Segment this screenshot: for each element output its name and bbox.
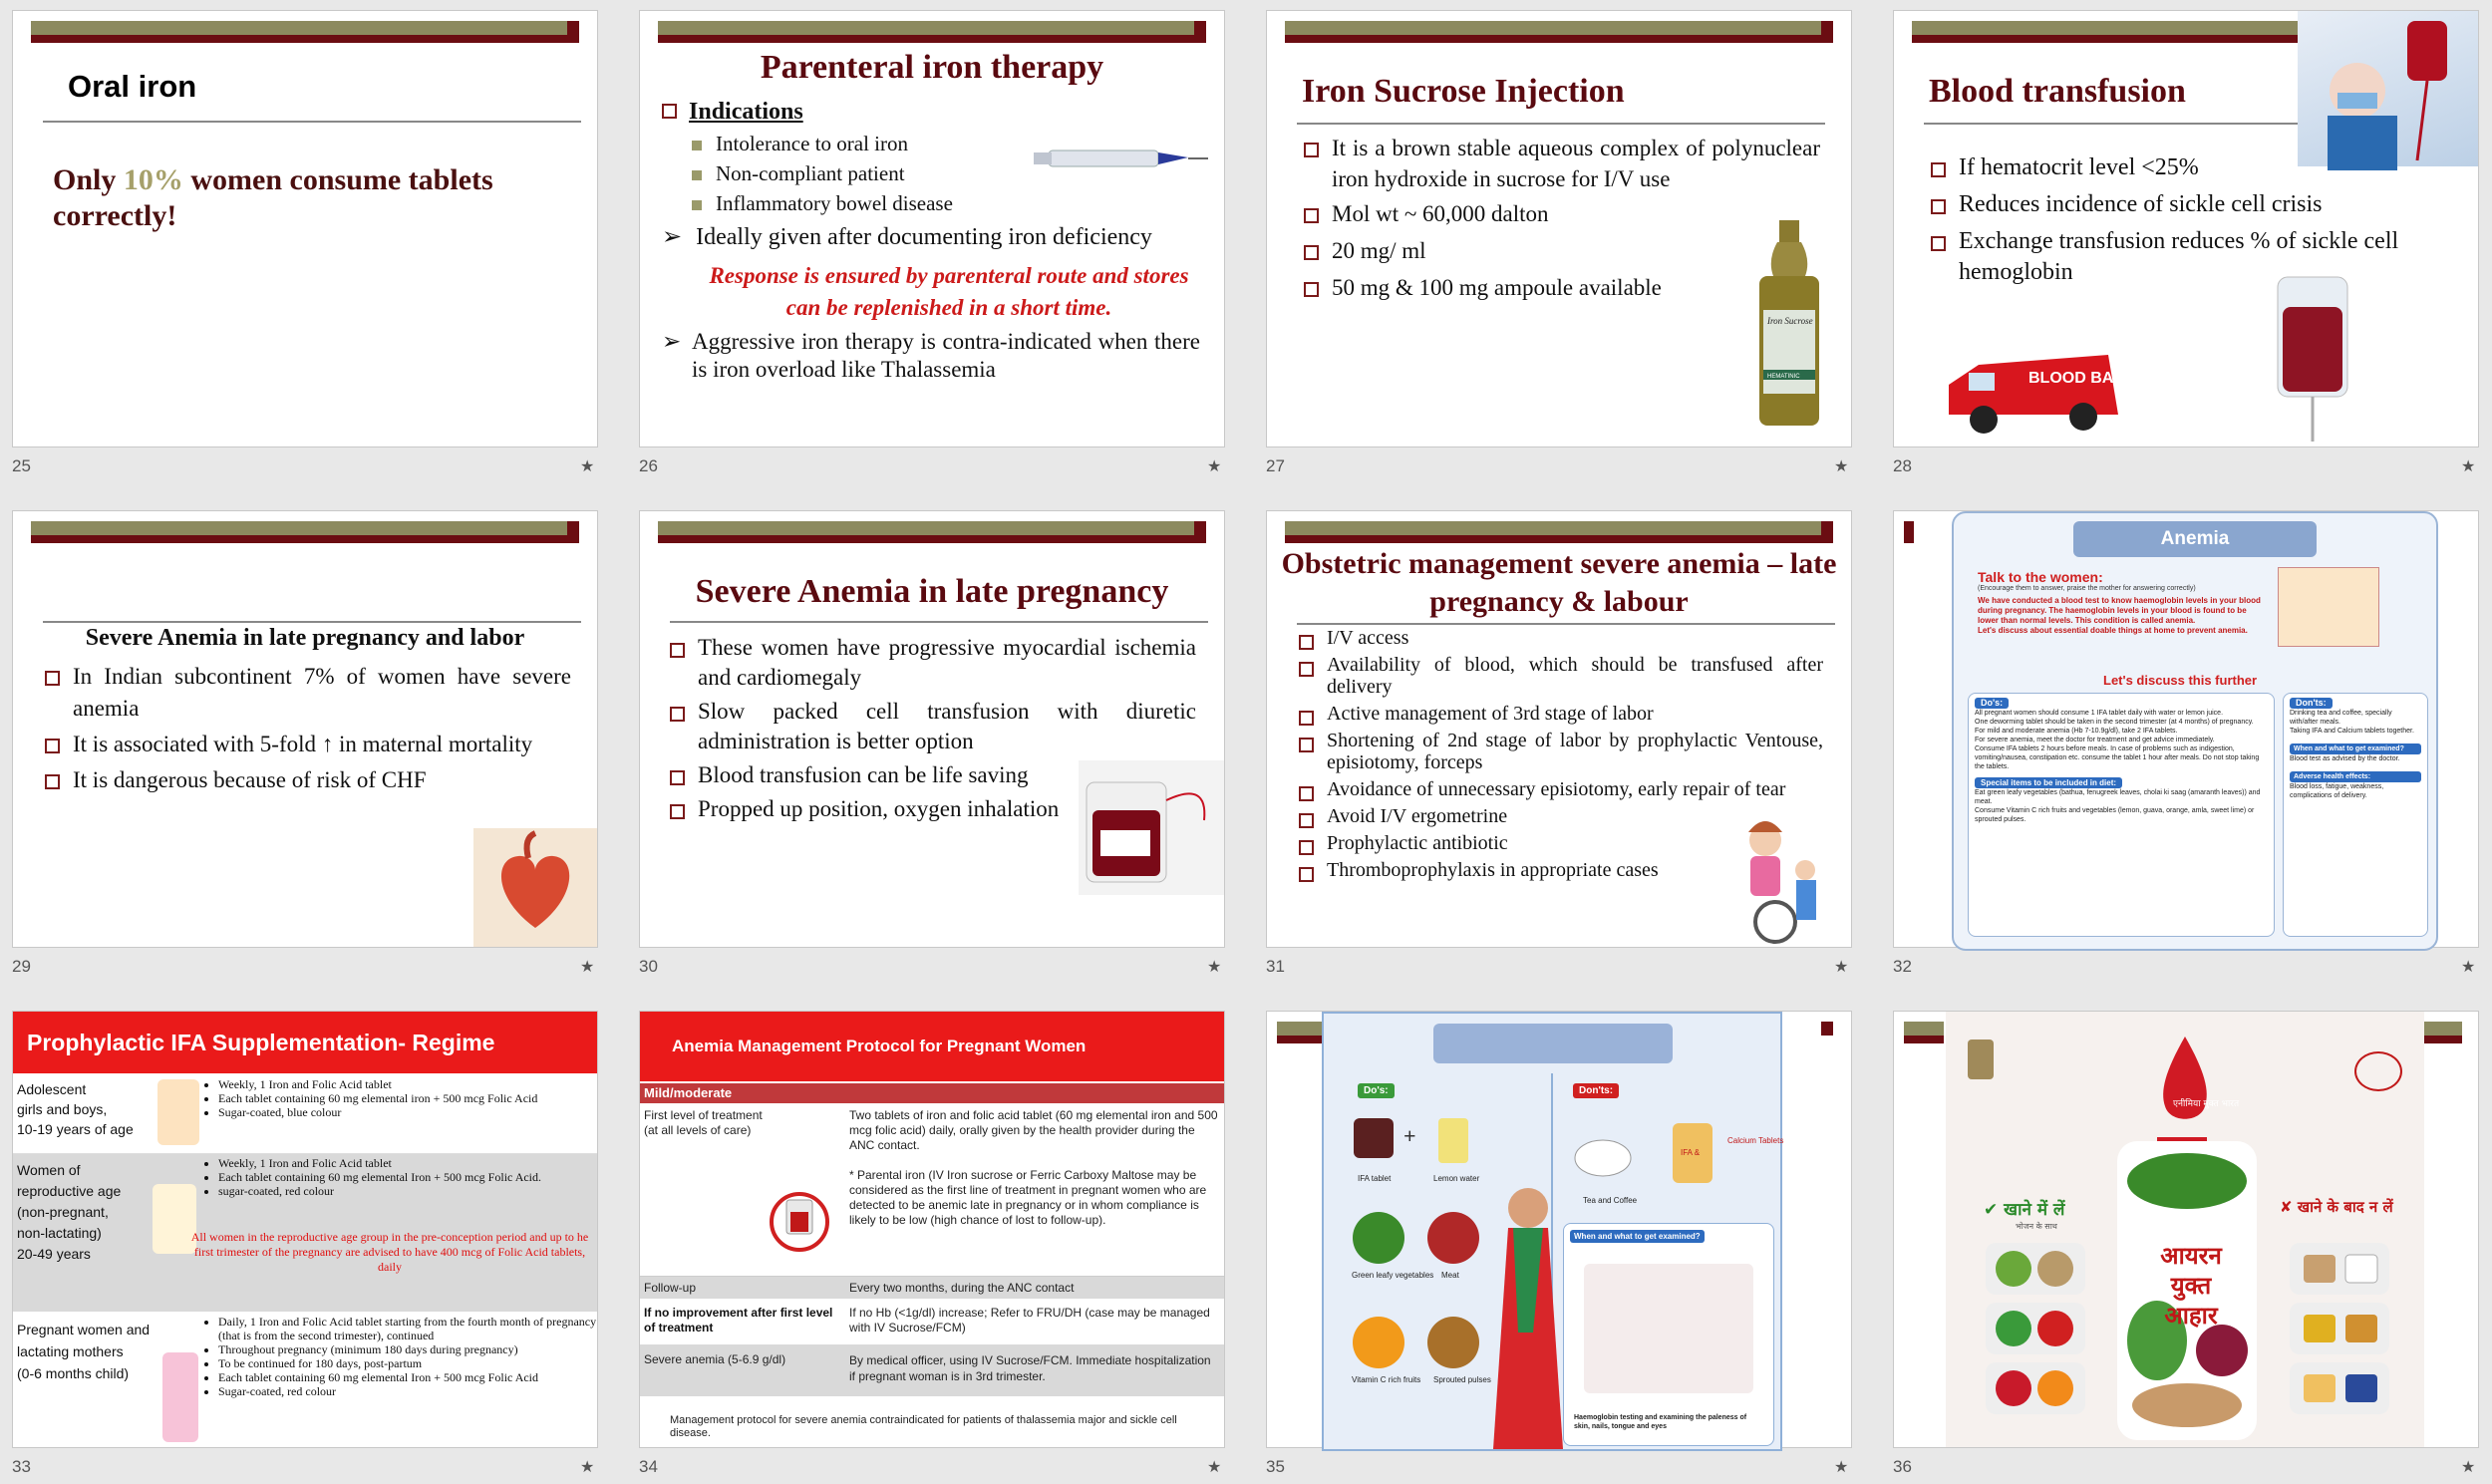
- bullet-item: I/V access: [1297, 627, 1823, 649]
- title-bar: [31, 521, 579, 543]
- title-bar: [31, 21, 579, 43]
- exam-box: [1563, 1223, 1774, 1446]
- bullet-item: Reduces incidence of sickle cell crisis: [1929, 189, 2467, 220]
- dos-label: Do's:: [1358, 1083, 1395, 1098]
- slide-title: Iron Sucrose Injection: [1302, 73, 1625, 110]
- special-item: Eat green leafy vegetables (bathua, fenugreek leaves, cholai ki saag (amaranth leaves)) and meat.: [1975, 789, 2261, 805]
- slide-27-canvas: [1266, 10, 1852, 447]
- transition-star-icon[interactable]: ★: [580, 458, 595, 475]
- slide-number: 33: [12, 1457, 31, 1476]
- bullet-item: It is associated with 5-fold ↑ in maternal mortality: [43, 729, 571, 760]
- bar-stub: [1904, 1022, 1944, 1043]
- transition-star-icon[interactable]: ★: [1207, 458, 1222, 475]
- regime-item: • Daily, 1 Iron and Folic Acid tablet starting from the fourth month of pregnancy (that is from the second trimester), continued: [218, 1315, 607, 1342]
- poster-header: [1433, 1024, 1673, 1063]
- mother-illustration: [162, 1352, 198, 1442]
- nurse-photo: [2298, 11, 2478, 166]
- eat-text: खाने में लें: [2004, 1200, 2065, 1220]
- dont-item-label: Calcium Tablets: [1727, 1136, 1784, 1145]
- eat-heading: ✔ खाने में लें: [1984, 1200, 2065, 1220]
- dos-box: [1968, 693, 2275, 937]
- group-line: girls and boys,: [17, 1101, 108, 1117]
- ampoule-sublabel: HEMATINIC: [1767, 374, 1800, 380]
- title-bar: [658, 521, 1206, 543]
- food-label: Vitamin C rich fruits: [1352, 1375, 1421, 1384]
- slide-36-canvas: [1893, 1011, 2479, 1448]
- row-text: Two tablets of iron and folic acid tablet (60 mg elemental iron and 500 mcg folic acid) daily, orally given by the health provider during the ANC contact. * Parental iron (IV Iron sucrose or Ferric Carboxy Maltose may be considered as the first line of treatment in pregnant women who are detected to be anemic late in pregnancy or in whom compliance is likely to be low (high chance of lost to follow-up).: [849, 1108, 1218, 1227]
- group-line: (non-pregnant,: [17, 1204, 109, 1220]
- poster: [1952, 511, 2438, 951]
- iron-rich-food-card: [2117, 1141, 2257, 1440]
- bullet-list: [1302, 133, 1820, 303]
- effects-label: Adverse health effects:: [2290, 771, 2421, 782]
- anemia-mukt-bharat-logo: [2145, 1032, 2240, 1131]
- bullet-item: It is dangerous because of risk of CHF: [43, 764, 571, 796]
- regime-item: • Sugar-coated, blue colour: [218, 1105, 607, 1119]
- title-rule: [43, 621, 581, 623]
- transition-star-icon[interactable]: ★: [1207, 1459, 1222, 1476]
- dont-item: Taking IFA and Calcium tablets together.: [2290, 728, 2414, 735]
- point-2: ➢ Aggressive iron therapy is contra-indicated when there is iron overload like Thalassemia: [662, 329, 1200, 382]
- iv-drip-illustration: [765, 1182, 834, 1262]
- row-label: If no improvement after first level of treatment: [644, 1306, 833, 1335]
- slide-text: [53, 162, 571, 234]
- regime-items: [202, 1077, 607, 1119]
- slide-33-canvas: [12, 1011, 598, 1448]
- exam-label: When and what to get examined?: [2290, 743, 2421, 754]
- title-rule: [43, 121, 581, 123]
- dont-items-illustration: [1563, 1103, 1784, 1223]
- bar-stub: [1277, 1022, 1327, 1043]
- slide-number: 28: [1893, 456, 1912, 475]
- title-bar: [1912, 21, 2311, 43]
- title-rule: [1297, 123, 1825, 125]
- talk-item: We have conducted a blood test to know haemoglobin levels in your blood during pregnancy. The haemoglobin levels in your blood is found to be lower than normal levels. This condition is called anemia.: [1978, 596, 2261, 625]
- slide-title: Obstetric management severe anemia – late pregnancy & labour: [1281, 547, 1837, 618]
- bullet-item: In Indian subcontinent 7% of women have severe anemia: [43, 661, 571, 725]
- talk-section: [1978, 569, 2267, 636]
- regime-item: • Weekly, 1 Iron and Folic Acid tablet: [218, 1156, 607, 1170]
- blood-bag-image: [2273, 272, 2352, 442]
- slide-29-canvas: [12, 510, 598, 948]
- label-text: Indications: [689, 99, 803, 125]
- bullet-item: Thromboprophylaxis in appropriate cases: [1297, 859, 1823, 881]
- group-line: non-lactating): [17, 1225, 102, 1241]
- dont-item-label: Tea and Coffee: [1583, 1196, 1638, 1205]
- slide-title: Severe Anemia in late pregnancy and labor: [85, 625, 525, 651]
- slide-number: 27: [1266, 456, 1285, 475]
- transition-star-icon[interactable]: ★: [580, 959, 595, 976]
- exam-text: Blood test as advised by the doctor.: [2290, 755, 2400, 762]
- van-label: BLOOD BANK: [2028, 370, 2137, 387]
- indications-list: [692, 129, 953, 218]
- bullet-item: Shortening of 2nd stage of labor by prophylactic Ventouse, episiotomy, forceps: [1297, 730, 1823, 773]
- do-item: One deworming tablet should be taken in the second trimester (at 4 months) of pregnancy.: [1975, 719, 2254, 726]
- text-part: Only: [53, 163, 124, 196]
- bullet-item: Prophylactic antibiotic: [1297, 832, 1823, 854]
- folic-note: All women in the reproductive age group in the pre-conception period and up to he first trimester of the pregnancy are advised to have 400 mcg of Folic Acid tablets, daily: [190, 1230, 589, 1274]
- bullet-item: These women have progressive myocardial ischemia and cardiomegaly: [668, 633, 1196, 693]
- item-text: Inflammatory bowel disease: [716, 191, 953, 215]
- bullet-item: 50 mg & 100 mg ampoule available: [1302, 272, 1820, 303]
- transition-star-icon[interactable]: ★: [1834, 1459, 1849, 1476]
- bullet-list: [1929, 152, 2467, 288]
- slide-28-canvas: [1893, 10, 2479, 447]
- dont-item-label: IFA &: [1681, 1148, 1701, 1157]
- regime-item: • Weekly, 1 Iron and Folic Acid tablet: [218, 1077, 607, 1091]
- row-text: By medical officer, using IV Sucrose/FCM. Immediate hospitalization if pregnant woman is in 3rd trimester.: [849, 1353, 1211, 1383]
- slide-34-canvas: [639, 1011, 1225, 1448]
- food-card: [1986, 1362, 2085, 1414]
- regime-row: [13, 1154, 597, 1312]
- food-label: IFA tablet: [1358, 1174, 1392, 1183]
- avoid-card: [2290, 1243, 2389, 1295]
- bar-stub: [1821, 1022, 1833, 1036]
- donts-label: Don'ts:: [2290, 698, 2333, 709]
- regime-item: • Each tablet containing 60 mg elemental iron + 500 mcg Folic Acid: [218, 1091, 607, 1105]
- slide-number: 31: [1266, 957, 1285, 976]
- section-header: Mild/moderate: [640, 1083, 1224, 1103]
- title-rule: [1924, 123, 2323, 125]
- food-label: Sprouted pulses: [1433, 1375, 1491, 1384]
- footnote: Management protocol for severe anemia contraindicated for patients of thalassemia major and sickle cell disease.: [670, 1414, 1177, 1439]
- regime-row: [13, 1075, 597, 1154]
- talk-title: Talk to the women:: [1978, 569, 2103, 585]
- row-label: First level of treatment (at all levels of care): [644, 1108, 763, 1137]
- regime-item: • Sugar-coated, red colour: [218, 1384, 607, 1398]
- exam-caption: Haemoglobin testing and examining the paleness of skin, nails, tongue and eyes: [1574, 1414, 1747, 1430]
- slide-number: 25: [12, 456, 31, 475]
- transition-star-icon[interactable]: ★: [1207, 959, 1222, 976]
- point-1: ➢ Ideally given after documenting iron deficiency: [662, 224, 1152, 250]
- transition-star-icon[interactable]: ★: [1834, 959, 1849, 976]
- poshan-logo-icon: [2354, 1051, 2402, 1091]
- emblem-icon: [1968, 1039, 1994, 1079]
- poster-title: Anemia: [2073, 521, 2317, 557]
- slide-number: 35: [1266, 1457, 1285, 1476]
- exam-illustration: [1584, 1264, 1753, 1393]
- title-bar: [1285, 21, 1833, 43]
- slide-title: Parenteral iron therapy: [760, 49, 1104, 86]
- regime-item: • sugar-coated, red colour: [218, 1184, 607, 1198]
- group-line: reproductive age: [17, 1183, 122, 1199]
- donts-label: Don'ts:: [1573, 1083, 1619, 1098]
- iron-rich-food-title: आयरन युक्त आहार: [2160, 1242, 2222, 1330]
- regime-row: [13, 1313, 597, 1447]
- row-label: Severe anemia (5-6.9 g/dl): [644, 1352, 786, 1366]
- regime-item: • To be continued for 180 days, post-partum: [218, 1356, 607, 1370]
- avoid-card: [2290, 1303, 2389, 1354]
- protocol-row: [640, 1104, 1224, 1277]
- food-label: Lemon water: [1433, 1174, 1480, 1183]
- food-card: [1986, 1303, 2085, 1354]
- indications-label: [662, 99, 803, 126]
- group-line: Pregnant women and: [17, 1322, 151, 1337]
- logo-text: एनीमिया मुक्त भारत: [2173, 1099, 2240, 1109]
- group-label: [17, 1319, 150, 1384]
- title-bar: [658, 21, 1206, 43]
- row-text: If no Hb (<1g/dl) increase; Refer to FRU/DH (case may be managed with IV Sucrose/FCM): [849, 1306, 1210, 1335]
- regime-items: [202, 1156, 607, 1198]
- title-rule: [670, 621, 1208, 623]
- slide-title: Blood transfusion: [1929, 73, 2186, 110]
- emphasis-text: Response is ensured by parenteral route and stores can be replenished in a short time.: [709, 263, 1189, 320]
- do-item: Consume IFA tablets 2 hours before meals. In case of problems such as indigestion, vomiting/nausea, constipation etc. consume the tablet 1 hour after meals. Do not stop taking the tablets.: [1975, 745, 2260, 770]
- food-label: Meat: [1441, 1271, 1459, 1280]
- effects-text: Blood loss, fatigue, weakness, complications of delivery.: [2290, 783, 2384, 799]
- bullet-item: Active management of 3rd stage of labor: [1297, 703, 1823, 725]
- bullet-list: [43, 661, 571, 796]
- blood-bag-photo: [1079, 760, 1224, 895]
- slide-number: 30: [639, 957, 658, 976]
- point-text: Ideally given after documenting iron deficiency: [696, 224, 1152, 250]
- slide-number: 36: [1893, 1457, 1912, 1476]
- discuss-heading: Let's discuss this further: [2103, 673, 2258, 688]
- talk-item: Let's discuss about essential doable things at home to prevent anemia.: [1978, 626, 2248, 635]
- slide-title: Severe Anemia in late pregnancy: [695, 573, 1169, 610]
- regime-items: [202, 1315, 607, 1398]
- highlight-percent: 10%: [123, 163, 183, 196]
- indication-item: [692, 188, 953, 218]
- title-rule: [1297, 623, 1835, 625]
- slide-title: Anemia Management Protocol for Pregnant Women: [640, 1012, 1224, 1081]
- poster: [1322, 1012, 1782, 1451]
- bullet-item: Avoidance of unnecessary episiotomy, early repair of tear: [1297, 778, 1823, 800]
- point-text: Aggressive iron therapy is contra-indicated when there is iron overload like Thalassemia: [692, 329, 1200, 382]
- bar-stub: [2422, 1022, 2462, 1043]
- text-part: women consume tablets correctly!: [53, 163, 493, 232]
- food-card: [1986, 1243, 2085, 1295]
- dos-label: Do's:: [1975, 698, 2009, 709]
- slide-31-canvas: [1266, 510, 1852, 948]
- group-label: [17, 1160, 121, 1265]
- exam-label: When and what to get examined?: [1570, 1230, 1705, 1243]
- bullet-item: Avoid I/V ergometrine: [1297, 805, 1823, 827]
- slide-25-canvas: [12, 10, 598, 447]
- heart-image: [473, 828, 597, 947]
- item-text: Intolerance to oral iron: [716, 132, 908, 155]
- bullet-item: It is a brown stable aqueous complex of polynuclear iron hydroxide in sucrose for I/V use: [1302, 133, 1820, 194]
- transition-star-icon[interactable]: ★: [2461, 959, 2476, 976]
- group-line: lactating mothers: [17, 1343, 124, 1359]
- bullet-item: Slow packed cell transfusion with diuretic administration is better option: [668, 697, 1196, 756]
- transition-star-icon[interactable]: ★: [2461, 1459, 2476, 1476]
- dont-item: Drinking tea and coffee, specially with/after meals.: [2290, 710, 2392, 726]
- row-text: Every two months, during the ANC contact: [849, 1281, 1075, 1295]
- slide-number: 32: [1893, 957, 1912, 976]
- bullet-item: Availability of blood, which should be transfused after delivery: [1297, 654, 1823, 698]
- bullet-item: 20 mg/ ml: [1302, 235, 1820, 266]
- slide-number: 34: [639, 1457, 658, 1476]
- row-label: Follow-up: [644, 1281, 697, 1295]
- do-item: For mild and moderate anemia (Hb 7-10.9g/dl), take 2 IFA tablets.: [1975, 728, 2178, 735]
- protocol-row: [640, 1277, 1224, 1299]
- regime-item: • Throughout pregnancy (minimum 180 days during pregnancy): [218, 1342, 607, 1356]
- bullet-item: Propped up position, oxygen inhalation: [668, 794, 1196, 824]
- ampoule-label: Iron Sucrose: [1767, 316, 1813, 326]
- ampoule-image: [1753, 220, 1825, 430]
- group-label: [17, 1079, 134, 1139]
- adolescent-illustration: [157, 1079, 199, 1145]
- blood-bag-illustration: [2298, 11, 2478, 166]
- protocol-row: [640, 1300, 1224, 1343]
- poster: [1946, 1012, 2424, 1447]
- special-item: Consume Vitamin C rich fruits and vegetables (lemon, guava, orange, amla, sweet lime) or sprouted pulses.: [1975, 807, 2255, 823]
- slide-title: Prophylactic IFA Supplementation- Regime: [13, 1012, 597, 1073]
- indication-item: [692, 129, 953, 158]
- family-illustration: [2278, 567, 2379, 647]
- protocol-row: [640, 1344, 1224, 1396]
- slide-35-canvas: [1266, 1011, 1852, 1448]
- after-text: खाने के बाद न लें: [2297, 1198, 2393, 1216]
- bullet-item: Exchange transfusion reduces % of sickle cell hemoglobin: [1929, 226, 2467, 288]
- syringe-image: [1029, 139, 1208, 178]
- eat-subtext: भोजन के साथ: [2016, 1222, 2057, 1231]
- slide-number: 26: [639, 456, 658, 475]
- do-item: All pregnant women should consume 1 IFA tablet daily with water or lemon juice.: [1975, 710, 2224, 717]
- avoid-card: [2290, 1362, 2389, 1414]
- transition-star-icon[interactable]: ★: [580, 1459, 595, 1476]
- slide-32-canvas: [1893, 510, 2479, 948]
- group-line: 10-19 years of age: [17, 1121, 134, 1137]
- group-line: Women of: [17, 1162, 81, 1178]
- group-line: Adolescent: [17, 1081, 87, 1097]
- slide-26-canvas: [639, 10, 1225, 447]
- transition-star-icon[interactable]: ★: [1834, 458, 1849, 475]
- bullet-item: Mol wt ~ 60,000 dalton: [1302, 198, 1820, 229]
- item-text: Non-compliant patient: [716, 161, 905, 185]
- special-label: Special items to be included in diet:: [1975, 777, 2122, 788]
- food-label: Green leafy vegetables: [1352, 1271, 1434, 1280]
- bullet-item: If hematocrit level <25%: [1929, 152, 2467, 183]
- donts-box: [2283, 693, 2428, 937]
- slide-30-canvas: [639, 510, 1225, 948]
- bar-stub: [1904, 521, 1914, 543]
- slide-title: Oral iron: [68, 69, 197, 104]
- regime-item: • Each tablet containing 60 mg elemental Iron + 500 mcg Folic Acid.: [218, 1170, 607, 1184]
- do-item: For severe anemia, meet the doctor for treatment and get advice immediately.: [1975, 737, 2215, 743]
- after-meal-heading: ✘ खाने के बाद न लें: [2280, 1198, 2393, 1216]
- slide-number: 29: [12, 957, 31, 976]
- transition-star-icon[interactable]: ★: [2461, 458, 2476, 475]
- group-line: 20-49 years: [17, 1246, 91, 1262]
- wheelchair-illustration: [1720, 810, 1830, 947]
- title-bar: [1285, 521, 1833, 543]
- blood-bank-van-image: [1939, 345, 2137, 440]
- svg-text:+: +: [1403, 1123, 1416, 1148]
- group-line: (0-6 months child): [17, 1365, 130, 1381]
- indication-item: [692, 158, 953, 188]
- bullet-item: Blood transfusion can be life saving: [668, 760, 1196, 790]
- talk-sub: (Encourage them to answer, praise the mother for answering correctly): [1978, 585, 2196, 592]
- regime-item: • Each tablet containing 60 mg elemental Iron + 500 mcg Folic Acid: [218, 1370, 607, 1384]
